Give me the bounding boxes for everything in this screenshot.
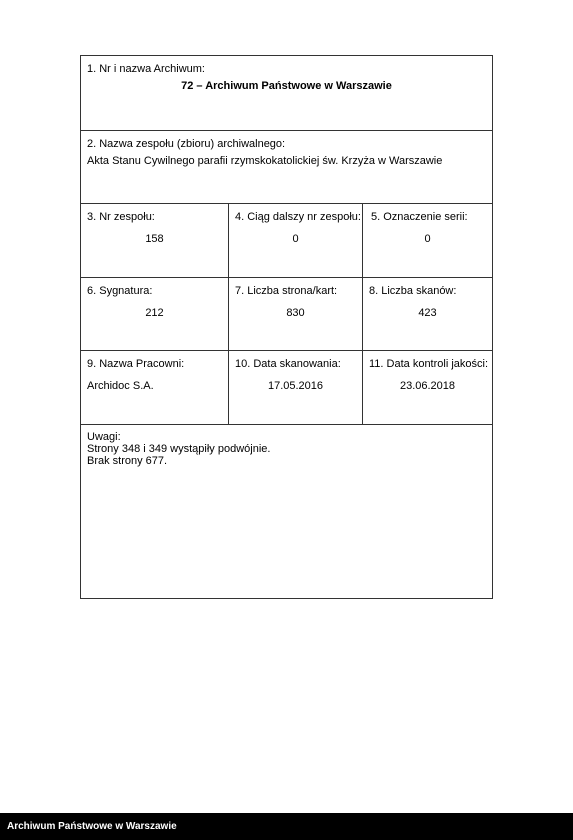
signature-cell [81, 278, 228, 350]
archive-cell [81, 56, 492, 130]
archive-label: 1. Nr i nazwa Archiwum: [87, 63, 205, 75]
scan-count-label: 8. Liczba skanów: [369, 285, 457, 297]
fond-value: Akta Stanu Cywilnego parafii rzymskokatolickiej św. Krzyża w Warszawie [87, 155, 443, 167]
fond-number-label: 3. Nr zespołu: [87, 211, 155, 223]
fond-label: 2. Nazwa zespołu (zbioru) archiwalnego: [87, 138, 286, 150]
scan-date-label: 10. Data skanowania: [235, 358, 341, 370]
qc-date-label: 11. Data kontroli jakości: [369, 358, 489, 370]
page-count-value: 830 [286, 307, 305, 319]
scan-date-value: 17.05.2016 [267, 380, 324, 392]
archive-value: 72 – Archiwum Państwowe w Warszawie [181, 80, 392, 92]
notes-line: Strony 348 i 349 wystąpiły podwójnie. [87, 443, 271, 455]
fond-number-cell [81, 204, 228, 277]
qc-date-cell [362, 351, 492, 424]
notes-row [81, 425, 492, 598]
page-count-label: 7. Liczba strona/kart: [235, 285, 338, 297]
notes-line: Brak strony 677. [87, 455, 168, 467]
series-value: 0 [424, 233, 431, 245]
scan-date-cell [228, 351, 362, 424]
page-count-cell [228, 278, 362, 350]
signature-label: 6. Sygnatura: [87, 285, 153, 297]
qc-date-value: 23.06.2018 [399, 380, 456, 392]
notes-label: Uwagi: [87, 431, 121, 443]
fond-cell [81, 131, 492, 203]
footer-bar [0, 813, 573, 840]
notes-body [87, 443, 270, 467]
notes-cell [81, 425, 492, 598]
fond-number-value: 158 [145, 233, 164, 245]
fond-number-row [81, 204, 492, 278]
signature-row [81, 278, 492, 351]
archive-row [81, 56, 492, 131]
footer-title: Archiwum Państwowe w Warszawie [7, 821, 177, 832]
series-label: 5. Oznaczenie serii: [371, 211, 468, 223]
workshop-value: Archidoc S.A. [87, 380, 154, 392]
signature-value: 212 [145, 307, 164, 319]
fond-continuation-cell [228, 204, 362, 277]
scan-count-cell [362, 278, 492, 350]
fond-continuation-label: 4. Ciąg dalszy nr zespołu: [235, 211, 361, 223]
series-cell [362, 204, 492, 277]
scan-count-value: 423 [418, 307, 437, 319]
workshop-row [81, 351, 492, 425]
fond-row [81, 131, 492, 204]
workshop-label: 9. Nazwa Pracowni: [87, 358, 185, 370]
metadata-form [80, 55, 493, 599]
workshop-cell [81, 351, 228, 424]
fond-continuation-value: 0 [292, 233, 299, 245]
